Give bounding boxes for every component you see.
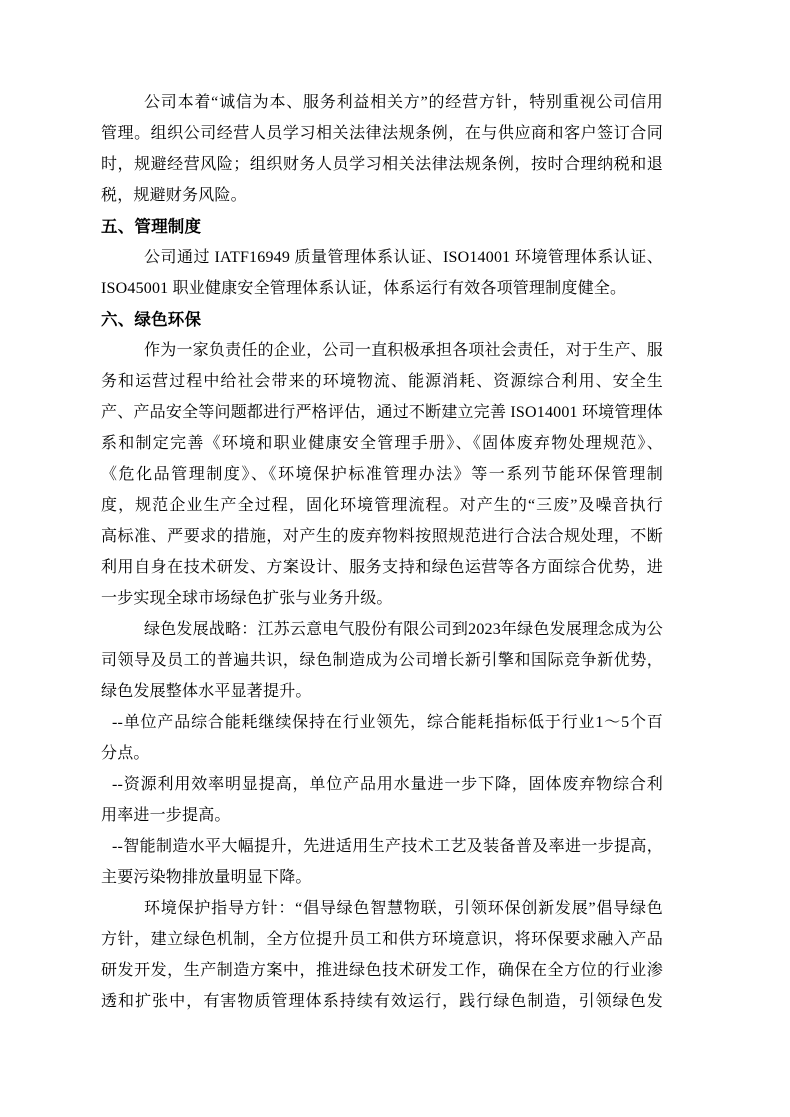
text-line: 主要污染物排放量明显下降。 bbox=[101, 869, 312, 886]
paragraph bbox=[101, 893, 663, 1017]
text-line: ISO45001 职业健康安全管理体系认证，体系运行有效各项管理制度健全。 bbox=[101, 280, 627, 297]
text-line: 公司本着“诚信为本、服务利益相关方”的经营方针，特别重视公司信用 bbox=[144, 94, 663, 111]
text-line: 绿色发展整体水平显著提升。 bbox=[101, 683, 312, 700]
text-line: 方针，建立绿色机制，全方位提升员工和供方环境意识，将环保要求融入产品 bbox=[101, 931, 663, 948]
text-line: --单位产品综合能耗继续保持在行业领先，综合能耗指标低于行业1～5个百 bbox=[112, 714, 663, 731]
heading-line: 六、绿色环保 bbox=[101, 310, 202, 329]
bullet-paragraph bbox=[101, 831, 663, 893]
text-line: 作为一家负责任的企业，公司一直积极承担各项社会责任，对于生产、服 bbox=[144, 342, 663, 359]
text-line: 系和制定完善《环境和职业健康安全管理手册》、《固体废弃物处理规范》、 bbox=[101, 435, 663, 452]
text-line: 绿色发展战略：江苏云意电气股份有限公司到2023年绿色发展理念成为公 bbox=[144, 621, 663, 638]
paragraph bbox=[101, 614, 663, 707]
text-line: 务和运营过程中给社会带来的环境物流、能源消耗、资源综合利用、安全生 bbox=[101, 373, 663, 390]
bullet-paragraph bbox=[101, 769, 663, 831]
text-line: 分点。 bbox=[101, 745, 150, 762]
text-line: 度，规范企业生产全过程，固化环境管理流程。对产生的“三废”及噪音执行 bbox=[101, 497, 663, 514]
paragraph bbox=[101, 335, 663, 614]
bullet-paragraph bbox=[101, 707, 663, 769]
paragraph bbox=[101, 242, 663, 304]
text-line: 高标准、严要求的措施，对产生的废弃物料按照规范进行合法合规处理，不断 bbox=[101, 528, 663, 545]
text-line: 时，规避经营风险；组织财务人员学习相关法律法规条例，按时合理纳税和退 bbox=[101, 156, 663, 173]
text-line: 环境保护指导方针：“倡导绿色智慧物联，引领环保创新发展”倡导绿色 bbox=[144, 900, 663, 917]
heading-line: 五、管理制度 bbox=[101, 217, 202, 236]
paragraph bbox=[101, 87, 663, 211]
text-line: 透和扩张中，有害物质管理体系持续有效运行，践行绿色制造，引领绿色发 bbox=[101, 993, 663, 1010]
text-line: --智能制造水平大幅提升，先进适用生产技术工艺及装备普及率进一步提高， bbox=[112, 838, 663, 855]
text-line: 利用自身在技术研发、方案设计、服务支持和绿色运营等各方面综合优势，进 bbox=[101, 559, 663, 576]
text-line: 产、产品安全等问题都进行严格评估，通过不断建立完善 ISO14001 环境管理体 bbox=[101, 404, 663, 421]
text-line: 管理。组织公司经营人员学习相关法律法规条例，在与供应商和客户签订合同 bbox=[101, 125, 663, 142]
text-line: 研发开发，生产制造方案中，推进绿色技术研发工作，确保在全方位的行业渗 bbox=[101, 962, 663, 979]
section-heading bbox=[101, 304, 663, 335]
section-heading bbox=[101, 211, 663, 242]
text-line: 用率进一步提高。 bbox=[101, 807, 231, 824]
text-line: 司领导及员工的普遍共识，绿色制造成为公司增长新引擎和国际竞争新优势， bbox=[101, 652, 663, 669]
text-line: 税，规避财务风险。 bbox=[101, 187, 247, 204]
document-text-body bbox=[101, 87, 663, 1017]
text-line: --资源利用效率明显提高，单位产品用水量进一步下降，固体废弃物综合利 bbox=[112, 776, 663, 793]
text-line: 一步实现全球市场绿色扩张与业务升级。 bbox=[101, 590, 393, 607]
text-line: 公司通过 IATF16949 质量管理体系认证、ISO14001 环境管理体系认证、 bbox=[144, 249, 663, 266]
text-line: 《危化品管理制度》、《环境保护标准管理办法》等一系列节能环保管理制 bbox=[101, 466, 663, 483]
